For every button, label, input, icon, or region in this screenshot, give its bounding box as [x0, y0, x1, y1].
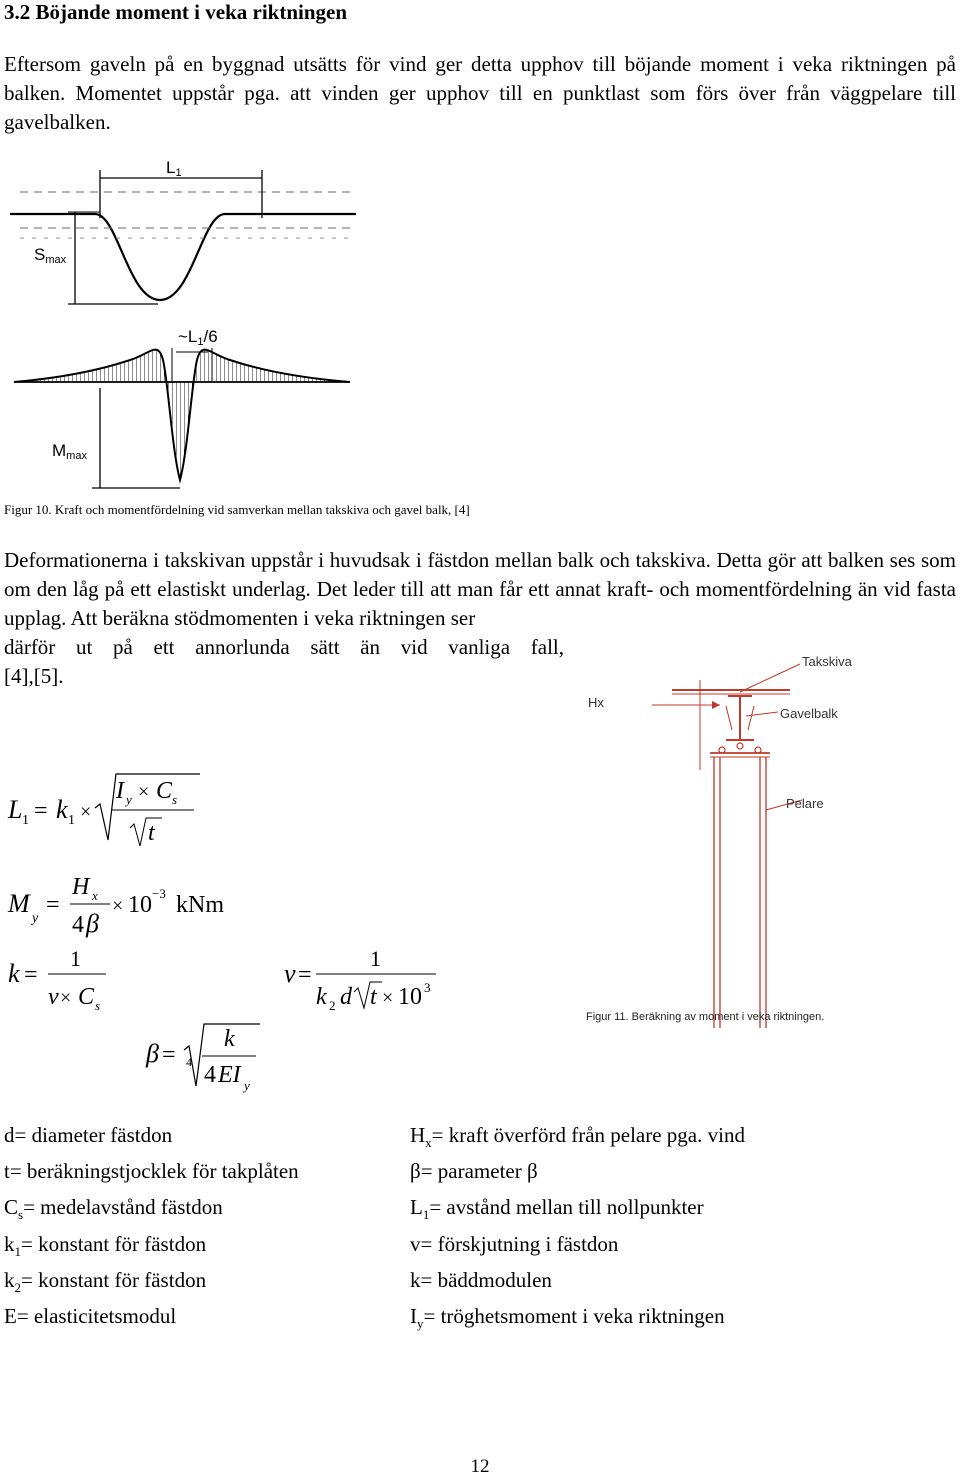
def-l1: $L_1=$ avstånd mellan till nollpunkter [410, 1195, 704, 1223]
body-paragraph-line4: därför ut på ett annorlunda sätt än vid vanliga fall, [4, 635, 564, 659]
def-k: k= bäddmodulen [410, 1267, 552, 1292]
def-beta: β= parameter β [410, 1159, 538, 1184]
svg-text:−3: −3 [152, 886, 166, 901]
svg-text:1: 1 [370, 946, 381, 971]
svg-text:3: 3 [424, 980, 431, 995]
svg-text:y: y [244, 1078, 250, 1093]
intro-paragraph: Eftersom gaveln på en byggnad utsätts för vind ger detta upphov till böjande moment i veka riktningen på balken. Momentet uppstår pga. att vinden ger upphov till en punktlast som förs över från väggpelare till gavelbalken. [4, 52, 956, 134]
svg-text:s: s [95, 998, 101, 1013]
svg-text:1: 1 [22, 813, 29, 828]
svg-text:×: × [60, 987, 72, 1009]
svg-text:×: × [138, 781, 150, 803]
svg-text:k: k [316, 984, 327, 1010]
svg-text:×: × [112, 895, 124, 917]
svg-text:v: v [284, 959, 296, 988]
formula-k [8, 946, 106, 1013]
svg-text:=: = [46, 892, 60, 918]
formula-my [7, 874, 224, 938]
svg-text:L: L [8, 795, 23, 824]
label-gavelbalk: Gavelbalk [780, 706, 838, 721]
svg-text:y: y [32, 911, 39, 926]
label-pelare: Pelare [786, 796, 824, 811]
figure-10-diagram [0, 150, 380, 500]
section-heading: 3.2 Böjande moment i veka riktningen [4, 0, 348, 24]
body-paragraph-line5: [4],[5]. [4, 664, 64, 688]
svg-text:EI: EI [218, 1062, 241, 1088]
formula-v [284, 946, 436, 1013]
label-l1-sixth: ~L1/6 [178, 327, 218, 348]
def-v: v= förskjutning i fästdon [410, 1231, 619, 1256]
svg-text:t: t [148, 820, 155, 846]
svg-text:×: × [382, 987, 394, 1009]
svg-text:k: k [224, 1026, 235, 1052]
figure-11-diagram [580, 650, 880, 1030]
svg-text:t: t [370, 984, 377, 1010]
def-k1: $k_1=$ konstant för fästdon [4, 1231, 207, 1259]
formulas [0, 760, 470, 1110]
svg-text:kNm: kNm [176, 892, 224, 918]
def-iy: $I_y=$ tröghetsmoment i veka riktningen [410, 1303, 725, 1332]
svg-text:4: 4 [186, 1055, 192, 1069]
definitions-right [410, 1121, 745, 1338]
svg-text:10: 10 [128, 892, 152, 918]
def-k2: $k_2=$ konstant för fästdon [4, 1267, 207, 1295]
label-mmax: Mmax [52, 441, 87, 462]
svg-text:v: v [48, 984, 59, 1010]
svg-text:2: 2 [329, 998, 336, 1013]
svg-text:k: k [56, 795, 68, 824]
def-e: E= elasticitetsmodul [4, 1303, 177, 1328]
svg-text:k: k [8, 959, 20, 988]
svg-text:10: 10 [398, 984, 422, 1010]
formula-beta [145, 1024, 260, 1093]
svg-text:1: 1 [70, 946, 81, 971]
svg-text:=: = [34, 798, 48, 824]
svg-text:x: x [92, 888, 98, 903]
body-paragraph: Deformationerna i takskivan uppstår i huvudsak i fästdon mellan balk och takskiva. Detta gör att balken ses som om den låg på ett elastiskt underlag. Det leder till att man får ett annat kraft- och momentfördelning än vid fasta upplag. Att beräkna stödmomenten i veka riktningen ser [4, 548, 956, 630]
svg-text:C: C [156, 778, 173, 804]
svg-text:4: 4 [72, 912, 84, 938]
label-hx: Hx [588, 695, 604, 710]
figure-10-caption: Figur 10. Kraft och momentfördelning vid samverkan mellan takskiva och gavel balk, [4] [4, 502, 470, 517]
def-cs: $C_s=$ medelavstånd fästdon [4, 1195, 223, 1223]
page-number: 12 [470, 1456, 490, 1477]
svg-text:M: M [8, 889, 30, 918]
label-l1: L1 [166, 158, 182, 179]
svg-text:s: s [172, 792, 178, 807]
svg-text:=: = [162, 1042, 176, 1068]
svg-text:H: H [72, 874, 90, 900]
svg-text:β: β [86, 909, 99, 938]
def-hx: $H_x=$ kraft överförd från pelare pga. vind [410, 1123, 745, 1151]
svg-text:C: C [78, 984, 95, 1010]
svg-text:I: I [116, 778, 124, 804]
svg-text:=: = [298, 962, 312, 988]
svg-text:d: d [340, 984, 352, 1010]
svg-text:×: × [80, 801, 92, 823]
def-d: d= diameter fästdon [4, 1123, 173, 1147]
svg-text:1: 1 [68, 813, 75, 828]
def-t: t= beräkningstjocklek för takplåten [4, 1159, 299, 1184]
svg-text:β: β [146, 1039, 159, 1068]
svg-text:=: = [24, 962, 38, 988]
svg-text:4: 4 [204, 1062, 216, 1088]
label-smax: Smax [34, 245, 67, 266]
definitions-left [4, 1121, 299, 1338]
figure-11-caption: Figur 11. Beräkning av moment i veka riktningen. [586, 1011, 825, 1023]
svg-text:y: y [126, 792, 132, 807]
formula-l1 [7, 774, 200, 846]
label-takskiva: Takskiva [802, 654, 852, 669]
